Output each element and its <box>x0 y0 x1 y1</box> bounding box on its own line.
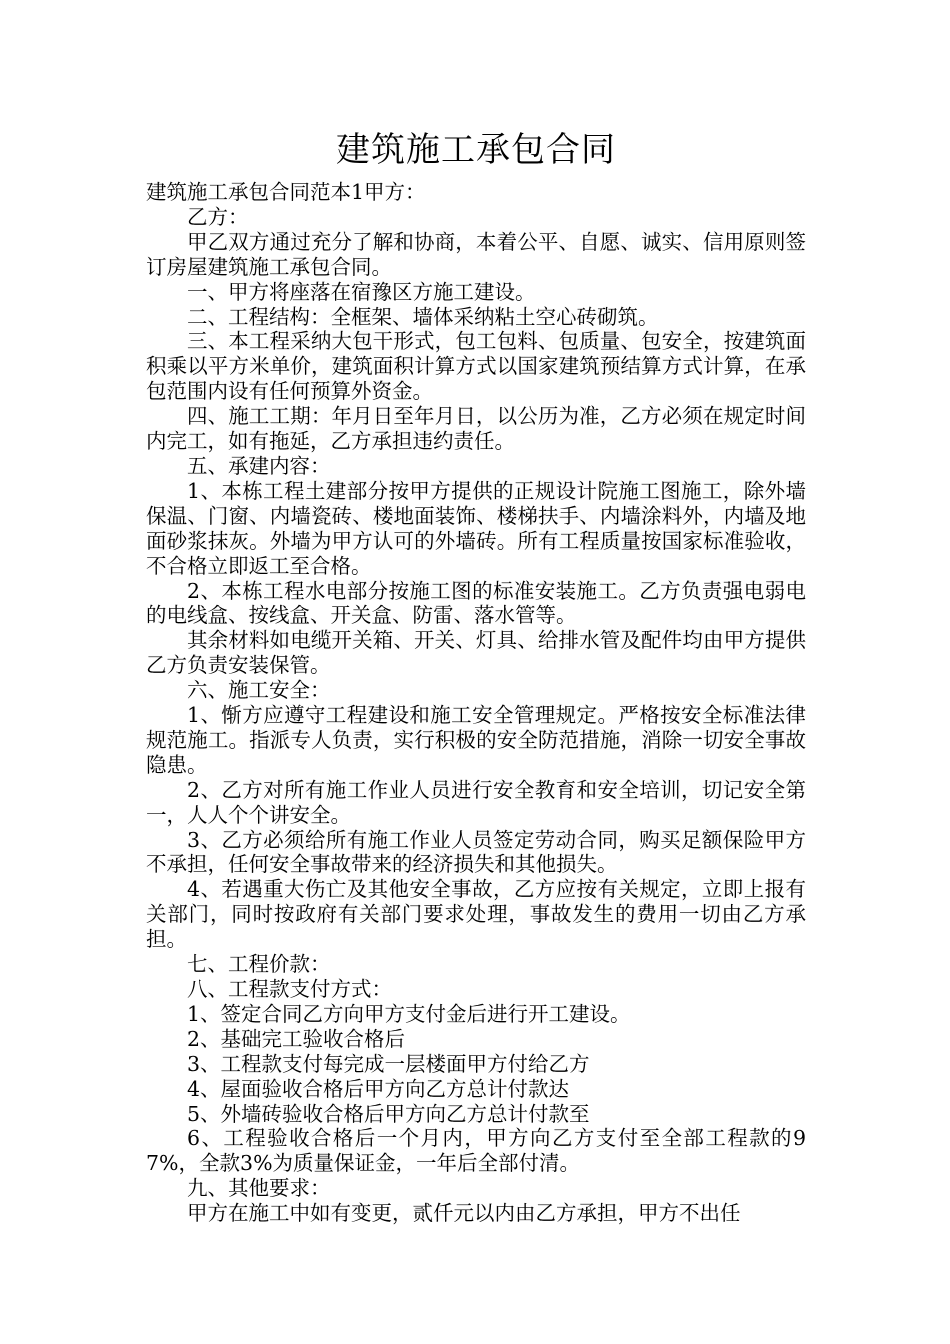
paragraph: 一、甲方将座落在宿豫区方施工建设。 <box>187 279 536 304</box>
paragraph: 二、工程结构：全框架、墙体采纳粘土空心砖砌筑。 <box>187 304 659 329</box>
paragraph: 1、本栋工程土建部分按甲方提供的正规设计院施工图施工，除外墙保温、门窗、内墙瓷砖、楼地面装饰、楼梯扶手、内墙涂料外，内墙及地面砂浆抹灰。外墙为甲方认可的外墙砖。所有工程质量按国家标准验收，不合格立即返工至合格。 <box>146 478 806 578</box>
paragraph: 3、工程款支付每完成一层楼面甲方付给乙方 <box>187 1051 590 1076</box>
paragraph: 八、工程款支付方式： <box>187 977 392 1001</box>
paragraph: 六、施工安全： <box>187 678 331 703</box>
paragraph: 三、本工程采纳大包干形式，包工包料、包质量、包安全，按建筑面积乘以平方米单价，建筑面积计算方式以国家建筑预结算方式计算，在承包范围内设有任何预算外资金。 <box>146 329 806 404</box>
paragraph: 4、若遇重大伤亡及其他安全事故，乙方应按有关规定，立即上报有关部门，同时按政府有关部门要求处理，事故发生的费用一切由乙方承担。 <box>146 877 806 952</box>
document-title: 建筑施工承包合同 <box>336 130 616 170</box>
document-body <box>146 180 806 1226</box>
paragraph: 2、基础完工验收合格后 <box>187 1026 406 1051</box>
paragraph: 2、本栋工程水电部分按施工图的标准安装施工。乙方负责强电弱电的电线盒、按线盒、开关盒、防雷、落水管等。 <box>146 578 806 628</box>
paragraph: 4、屋面验收合格后甲方向乙方总计付款达 <box>187 1076 570 1101</box>
paragraph: 1、签定合同乙方向甲方支付金后进行开工建设。 <box>187 1001 631 1026</box>
paragraph: 五、承建内容： <box>187 453 331 478</box>
paragraph: 四、施工工期：年月日至年月日，以公历为准，乙方必须在规定时间内完工，如有拖延，乙方承担违约责任。 <box>146 404 806 454</box>
paragraph: 建筑施工承包合同范本1甲方： <box>146 180 426 204</box>
paragraph: 3、乙方必须给所有施工作业人员签定劳动合同，购买足额保险甲方不承担，任何安全事故带来的经济损失和其他损失。 <box>146 827 806 877</box>
paragraph: 甲乙双方通过充分了解和协商，本着公平、自愿、诚实、信用原则签订房屋建筑施工承包合同。 <box>146 229 806 279</box>
paragraph: 九、其他要求： <box>187 1176 331 1201</box>
paragraph: 甲方在施工中如有变更，贰仟元以内由乙方承担，甲方不出任 <box>187 1201 741 1226</box>
paragraph: 乙方： <box>187 204 249 229</box>
paragraph: 5、外墙砖验收合格后甲方向乙方总计付款至 <box>187 1101 590 1126</box>
paragraph: 6、工程验收合格后一个月内，甲方向乙方支付至全部工程款的97%，全款3%为质量保证金，一年后全部付清。 <box>146 1126 806 1176</box>
document-page <box>146 120 806 1226</box>
paragraph: 2、乙方对所有施工作业人员进行安全教育和安全培训，切记安全第一，人人个个讲安全。 <box>146 777 806 827</box>
paragraph: 其余材料如电缆开关箱、开关、灯具、给排水管及配件均由甲方提供乙方负责安装保管。 <box>146 628 806 678</box>
paragraph: 1、惭方应遵守工程建设和施工安全管理规定。严格按安全标准法律规范施工。指派专人负责，实行积极的安全防范措施，消除一切安全事故隐患。 <box>146 703 806 777</box>
paragraph: 七、工程价款： <box>187 952 331 977</box>
